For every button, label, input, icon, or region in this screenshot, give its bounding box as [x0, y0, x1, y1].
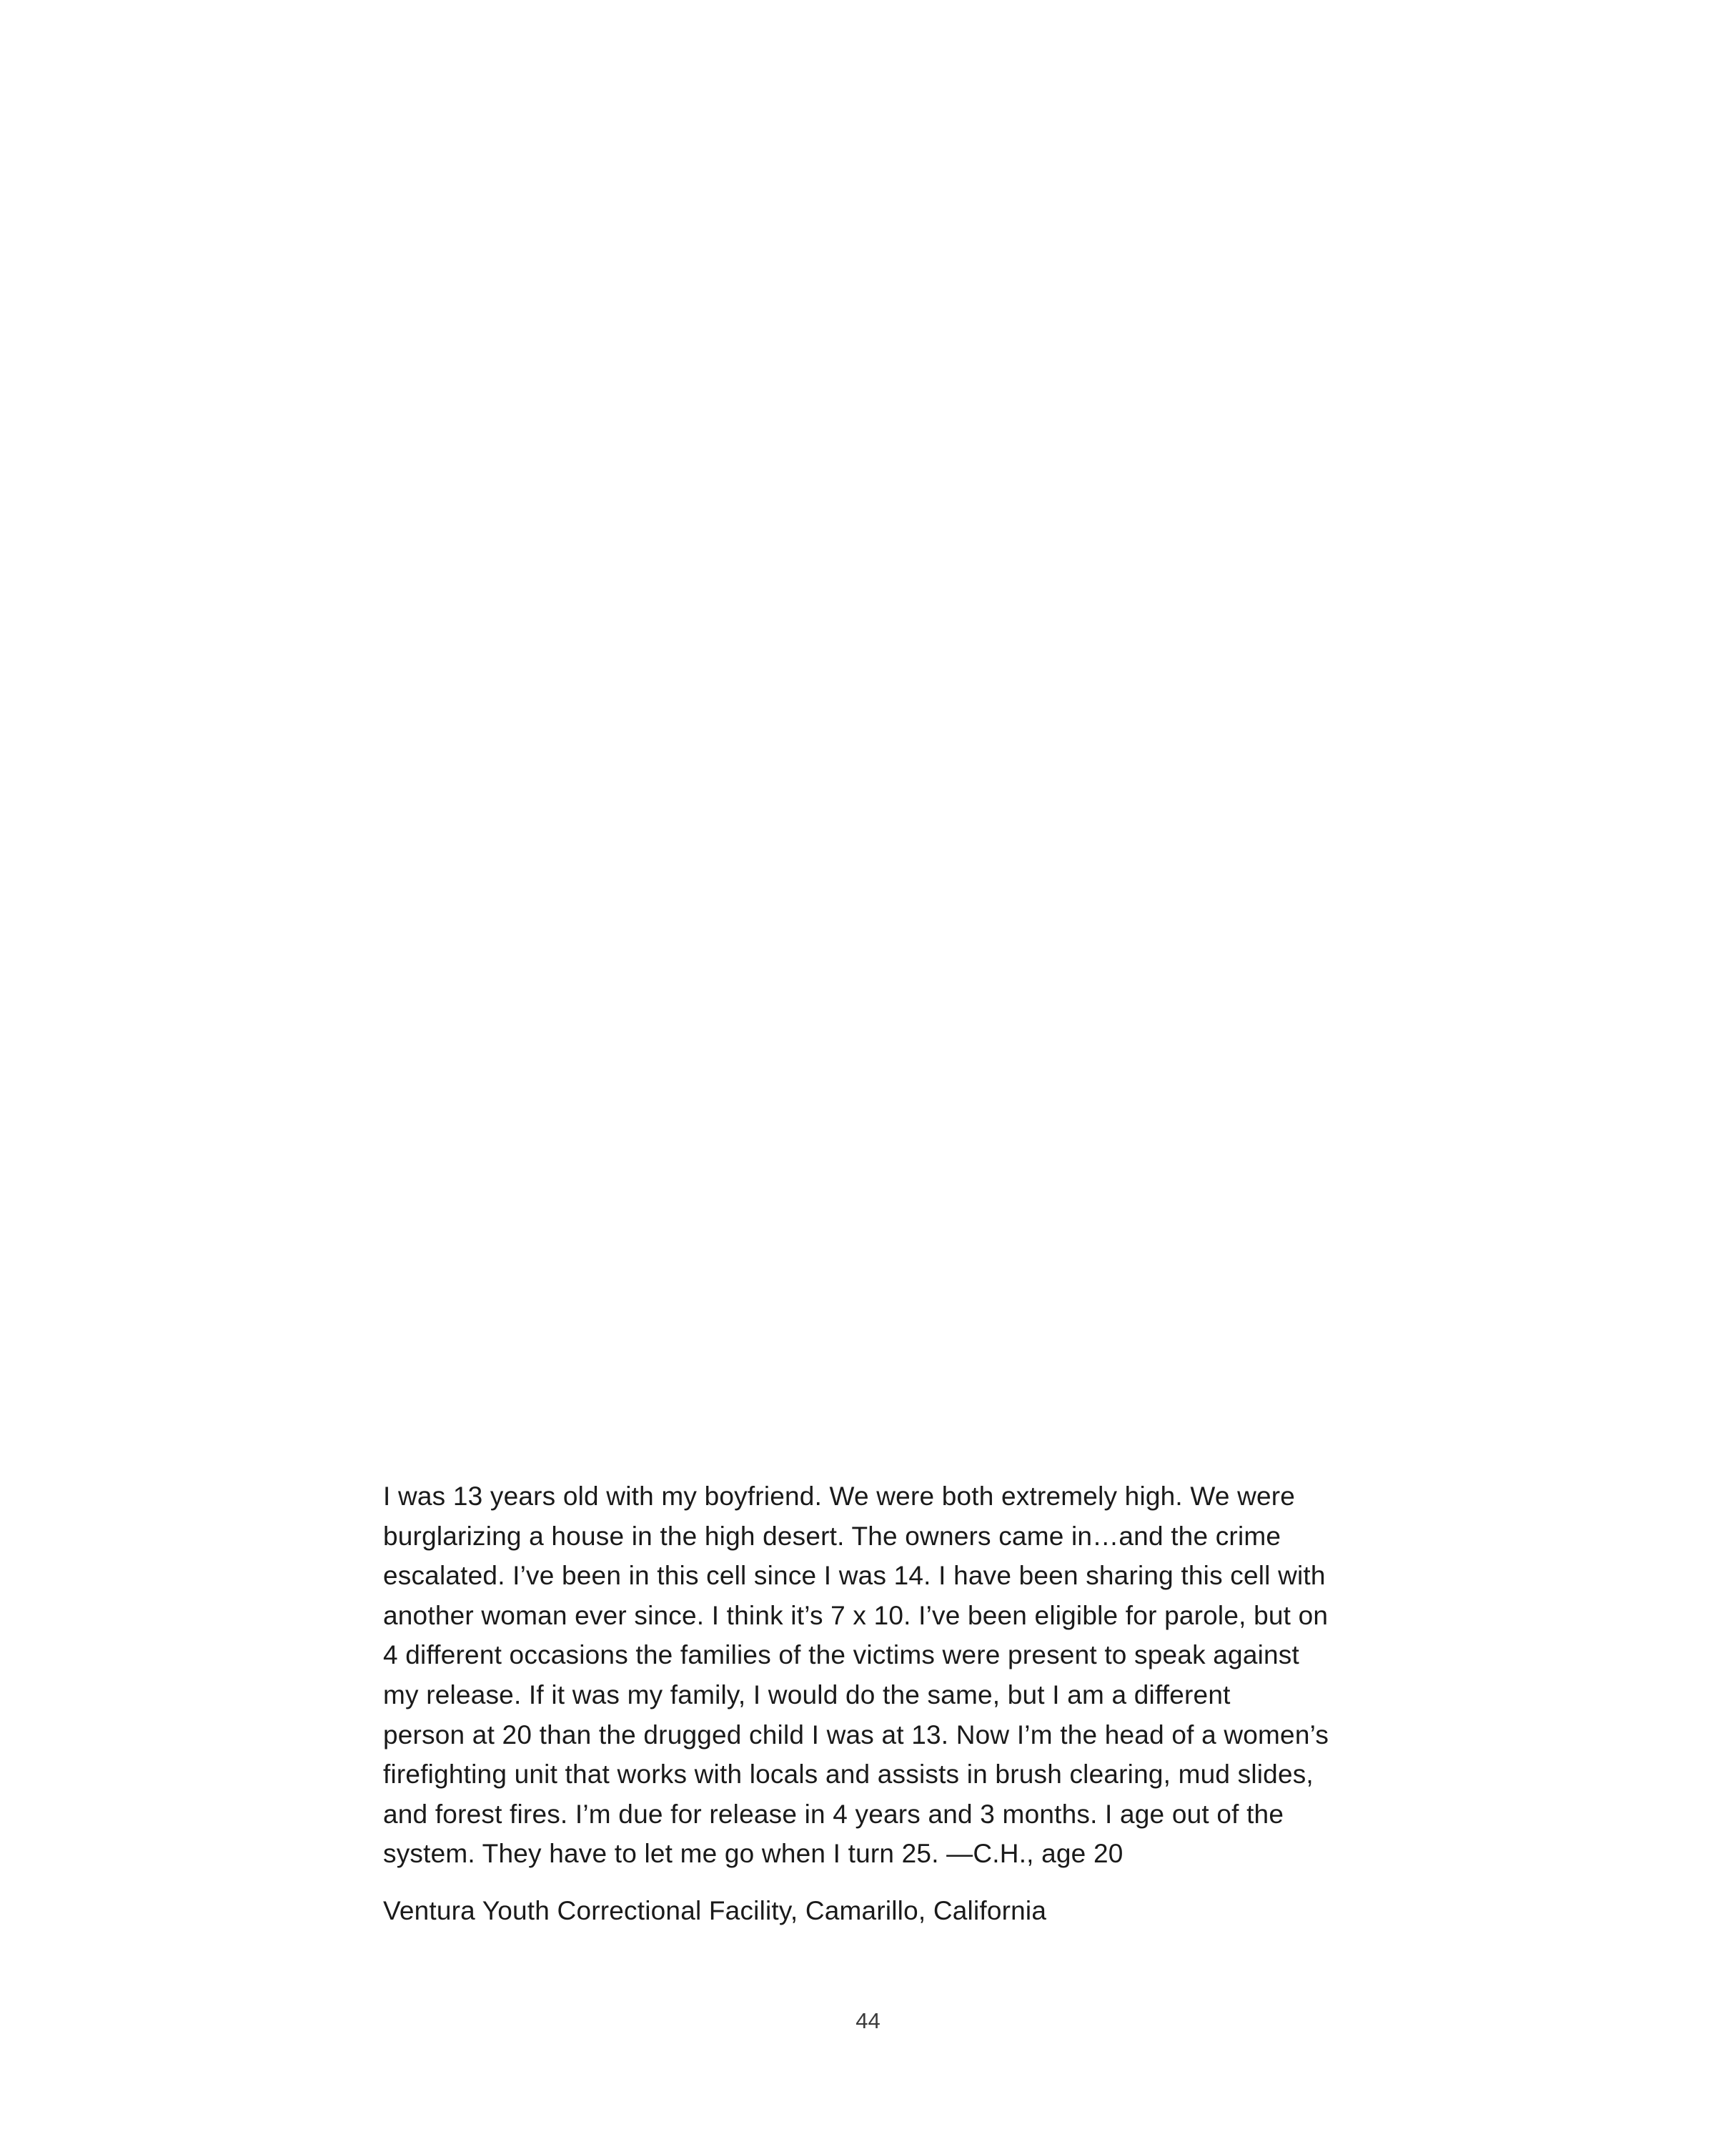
- quote-line: I was 13 years old with my boyfriend. We were both extremely high. We were: [383, 1482, 1296, 1511]
- quote-line: person at 20 than the drugged child I was at 13. Now I’m the head of a women’s: [383, 1719, 1329, 1750]
- quote-line: another woman ever since. I think it’s 7 x 10. I’ve been eligible for parole, but on: [383, 1600, 1329, 1630]
- quote-line: and forest fires. I’m due for release in 4 years and 3 months. I age out of the: [383, 1799, 1284, 1829]
- quote-line: 4 different occasions the families of the victims were present to speak against: [383, 1640, 1299, 1670]
- quote-line: firefighting unit that works with locals and assists in brush clearing, mud slides,: [383, 1760, 1314, 1790]
- quote-line: burglarizing a house in the high desert. The owners came in…and the crime: [383, 1521, 1281, 1551]
- quote-line: my release. If it was my family, I would do the same, but I am a different: [383, 1679, 1231, 1709]
- quote-line: escalated. I’ve been in this cell since I was 14. I have been sharing this cell with: [383, 1561, 1326, 1591]
- quote-paragraph: [383, 1477, 1384, 1874]
- location-caption: Ventura Youth Correctional Facility, Camarillo, California: [383, 1896, 1047, 1925]
- page-number: 44: [855, 2008, 881, 2033]
- quote-line: system. They have to let me go when I turn 25. —C.H., age 20: [383, 1839, 1124, 1869]
